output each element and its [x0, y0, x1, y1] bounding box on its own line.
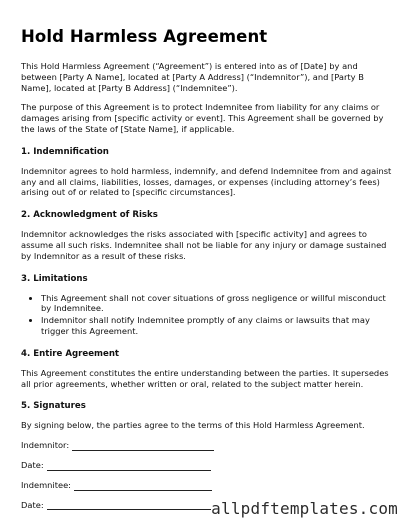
entire-agreement-paragraph: This Agreement constitutes the entire understanding between the parties. It supersedes all prior agreements, whether written or oral, related to the subject matter herein. — [21, 367, 389, 389]
date2-label: Date: — [21, 499, 44, 510]
purpose-paragraph: The purpose of this Agreement is to protect Indemnitee from liability for any claims or damages arising from [specific activity or event]. This Agreement shall be governed by the laws of the State of [State Name], if applicable. — [21, 102, 384, 134]
limitation-item: • Indemnitor shall notify Indemnitee promptly of any claims or lawsuits that may trigger this Agreement. — [41, 315, 393, 337]
document-title: Hold Harmless Agreement — [21, 27, 268, 46]
indemnitee-signature-row — [21, 480, 393, 491]
date1-row — [21, 460, 393, 471]
risks-paragraph: Indemnitor acknowledges the risks associated with [specific activity] and agrees to assume all such risks. Indemnitee shall not be liable for any injury or damage sustained by Indemnitor as a result of these risks. — [21, 229, 387, 261]
intro-paragraph: This Hold Harmless Agreement (“Agreement”) is entered into as of [Date] by and between [Party A Name], located at [Party A Address] (“Indemnitor”), and [Party B Name], located at [Party B Address] (“Indemnitee”). — [21, 61, 364, 93]
footer-watermark: allpdftemplates.com — [211, 499, 398, 518]
section-heading-signatures: 5. Signatures — [21, 401, 86, 412]
indemnification-paragraph: Indemnitor agrees to hold harmless, indemnify, and defend Indemnitee from and against any and all claims, liabilities, losses, damages, or expenses (including attorney’s fees) arising out of or related to [specific circumstances]. — [21, 165, 392, 198]
agreement-page — [21, 27, 393, 519]
limitations-list — [21, 293, 393, 337]
date2-line[interactable] — [47, 500, 211, 510]
indemnitor-signature-line[interactable] — [72, 441, 214, 451]
signatures-paragraph: By signing below, the parties agree to the terms of this Hold Harmless Agreement. — [21, 420, 365, 431]
date1-label: Date: — [21, 459, 44, 470]
section-heading-limitations: 3. Limitations — [21, 273, 88, 284]
indemnitor-label: Indemnitor: — [21, 440, 70, 451]
indemnitee-label: Indemnitee: — [21, 479, 71, 490]
indemnitee-signature-line[interactable] — [74, 481, 212, 491]
section-heading-indemnification: 1. Indemnification — [21, 146, 109, 157]
section-heading-entire-agreement: 4. Entire Agreement — [21, 348, 120, 359]
date1-line[interactable] — [47, 461, 211, 471]
indemnitor-signature-row — [21, 440, 393, 451]
section-heading-risks: 2. Acknowledgment of Risks — [21, 210, 158, 221]
limitation-item: • This Agreement shall not cover situations of gross negligence or willful misconduct by Indemnitee. — [41, 293, 393, 315]
